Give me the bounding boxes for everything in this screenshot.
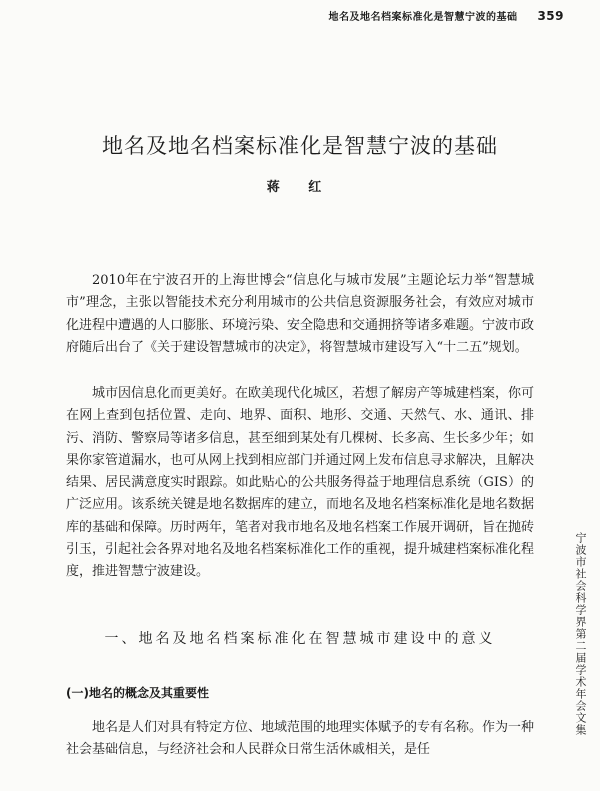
section-heading: 一、地名及地名档案标准化在智慧城市建设中的意义 — [104, 631, 496, 647]
article-title: 地名及地名档案标准化是智慧宁波的基础 — [102, 134, 498, 158]
author-name: 蒋 红 — [266, 180, 334, 195]
section-paragraph — [66, 717, 534, 762]
paragraph-3: 地名是人们对具有特定方位、地域范围的地理实体赋予的专有名称。作为一种社会基础信息，与经济社会和人民群众日常生活休戚相关，是任 — [66, 720, 535, 758]
side-note: 宁波市社会科学界第二届学术年会文集 — [574, 532, 587, 736]
intro-paragraph — [66, 270, 534, 359]
second-paragraph — [66, 383, 534, 584]
subsection-heading: (一)地名的概念及其重要性 — [66, 686, 209, 700]
running-title: 地名及地名档案标准化是智慧宁波的基础 — [328, 12, 518, 23]
paragraph-2: 城市因信息化而更美好。在欧美现代化城区，若想了解房产等城建档案，你可在网上查到包括位置、走向、地界、面积、地形、交通、天然气、水、通讯、排污、消防、警察局等诸多信息，甚至细到某处有几棵树、长多高、生长多少年；如果你家管道漏水，也可从网上找到相应部门并通过网上发布信息寻求解决，且解决结果、居民满意度实时跟踪。如此贴心的公共服务得益于地理信息系统（GIS）的广泛应用。该系统关键是地名数据库的建立，而地名及地名档案标准化是地名数据库的基础和保障。历时两年，笔者对我市地名及地名档案工作展开调研，旨在抛砖引玉，引起社会各界对地名及地名档案标准化工作的重视，提升城建档案标准化程度，推进智慧宁波建设。 — [66, 386, 535, 580]
paragraph-1: 2010年在宁波召开的上海世博会“信息化与城市发展”主题论坛力举“智慧城市”理念，主张以智能技术充分利用城市的公共信息资源服务社会，有效应对城市化进程中遭遇的人口膨胀、环境污染、安全隐患和交通拥挤等诸多难题。宁波市政府随后出台了《关于建设智慧城市的决定》，将智慧城市建设写入“十二五”规划。 — [66, 273, 535, 355]
running-head — [328, 8, 564, 23]
page-number: 359 — [537, 9, 564, 23]
